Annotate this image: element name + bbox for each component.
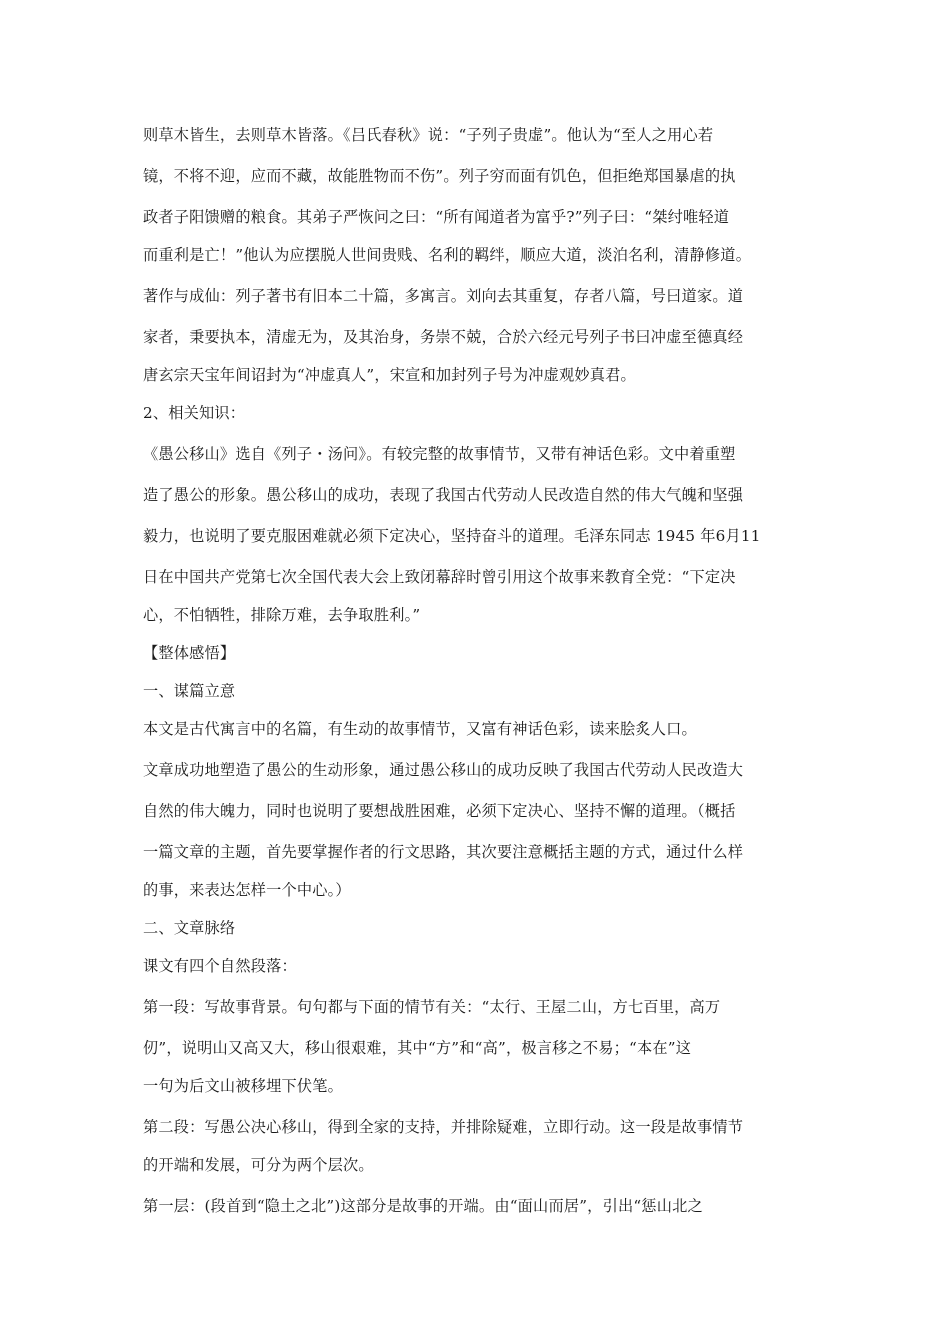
text-line: 课文有四个自然段落：	[143, 957, 297, 975]
text-line: 第二段：写愚公决心移山，得到全家的支持，并排除疑难，立即行动。这一段是故事情节	[143, 1118, 744, 1136]
text-line: 政者子阳馈赠的粮食。其弟子严恢问之曰：“所有闻道者为富乎?”列子曰：“桀纣唯轻道	[143, 208, 730, 226]
text-line: 著作与成仙：列子著书有旧本二十篇，多寓言。刘向去其重复，存者八篇，号曰道家。道	[143, 287, 744, 305]
text-line: 家者，秉要执本，清虚无为，及其治身，务崇不兢，合於六经元号列子书曰冲虚至德真经	[143, 328, 744, 346]
text-line: 一篇文章的主题，首先要掌握作者的行文思路，其次要注意概括主题的方式，通过什么样	[143, 843, 744, 861]
text-line: 一、谋篇立意	[143, 682, 236, 700]
text-line: 而重利是亡！”他认为应摆脱人世间贵贱、名利的羁绊，顺应大道，淡泊名利，清静修道。	[143, 246, 752, 264]
text-line: 仞”，说明山又高又大，移山很艰难，其中“方”和“高”，极言移之不易；“本在”这	[143, 1039, 692, 1057]
text-line: 日在中国共产党第七次全国代表大会上致闭幕辞时曾引用这个故事来教育全党：“下定决	[143, 568, 736, 586]
text-line: 自然的伟大魄力，同时也说明了要想战胜困难，必须下定决心、坚持不懈的道理。（概括	[143, 802, 736, 820]
text-line: 二、文章脉络	[143, 919, 236, 937]
text-line: 唐玄宗天宝年间诏封为“冲虚真人”，宋宣和加封列子号为冲虚观妙真君。	[143, 366, 636, 384]
text-line: 心，不怕牺牲，排除万难，去争取胜利。”	[143, 606, 421, 624]
text-line: 镜，不将不迎，应而不藏，故能胜物而不伤”。列子穷而面有饥色，但拒绝郑国暴虐的执	[143, 167, 736, 185]
text-line: 毅力，也说明了要克服困难就必须下定决心，坚持奋斗的道理。毛泽东同志 1945 年6月11	[143, 527, 761, 545]
text-line: 的事，来表达怎样一个中心。）	[143, 881, 351, 899]
text-line: 本文是古代寓言中的名篇，有生动的故事情节，又富有神话色彩，读来脍炙人口。	[143, 720, 697, 738]
text-line: 则草木皆生，去则草木皆落。《吕氏春秋》说：“子列子贵虚”。他认为“至人之用心若	[143, 126, 714, 144]
text-line: 【整体感悟】	[143, 644, 236, 662]
text-line: 2、相关知识：	[143, 404, 246, 422]
text-line: 第一段：写故事背景。句句都与下面的情节有关：“太行、王屋二山，方七百里，高万	[143, 998, 721, 1016]
text-line: 《愚公移山》选自《列子・汤问》。有较完整的故事情节，又带有神话色彩。文中着重塑	[143, 445, 736, 463]
text-line: 的开端和发展，可分为两个层次。	[143, 1156, 374, 1174]
text-line: 第一层：(段首到“隐土之北”)这部分是故事的开端。由“面山而居”，引出“惩山北之	[143, 1197, 703, 1215]
text-line: 一句为后文山被移埋下伏笔。	[143, 1077, 344, 1095]
text-line: 造了愚公的形象。愚公移山的成功，表现了我国古代劳动人民改造自然的伟大气魄和坚强	[143, 486, 744, 504]
text-line: 文章成功地塑造了愚公的生动形象，通过愚公移山的成功反映了我国古代劳动人民改造大	[143, 761, 744, 779]
